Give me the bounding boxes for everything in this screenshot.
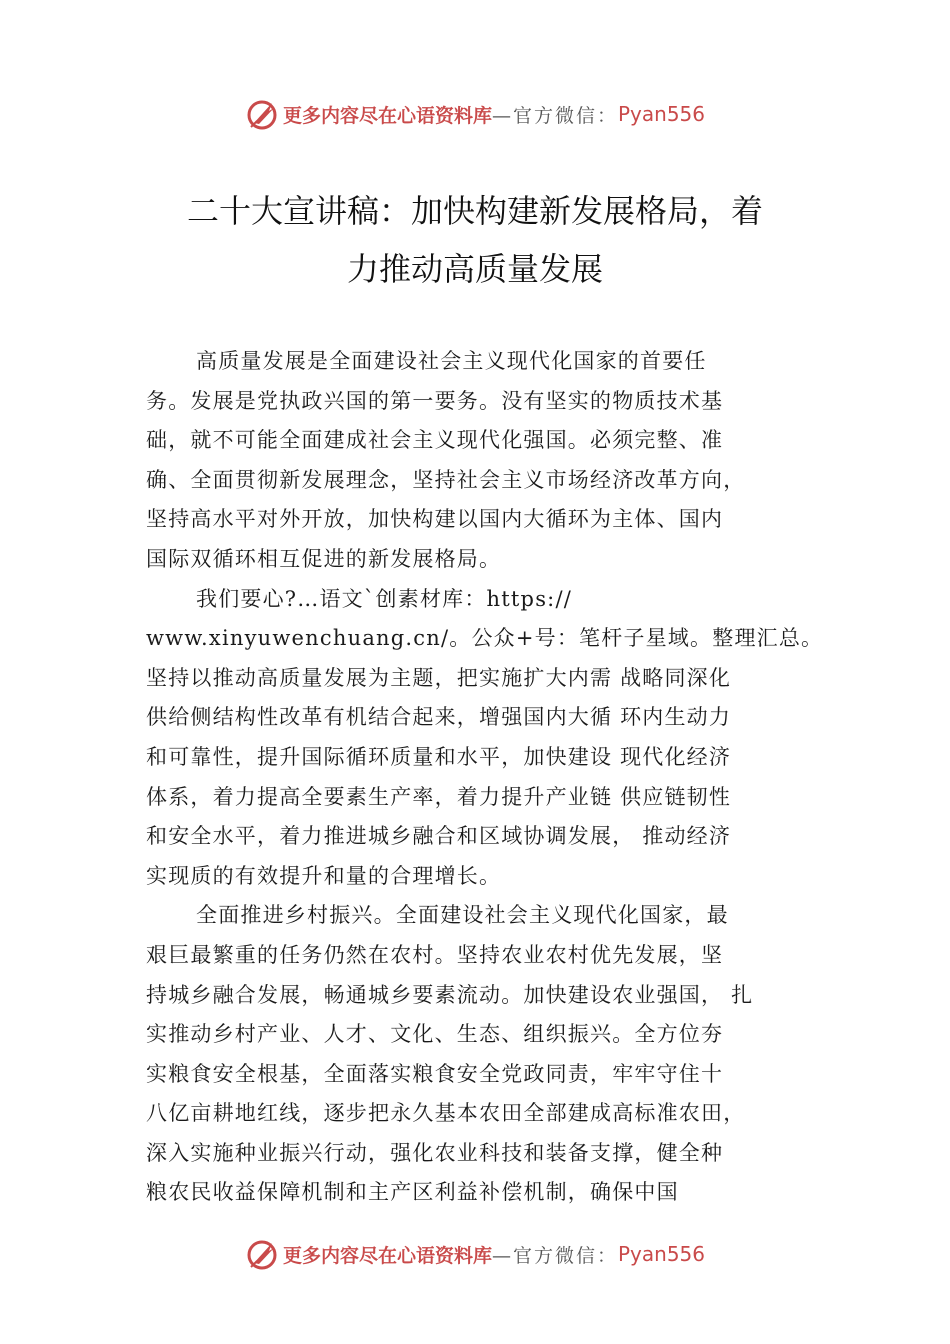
body-line: www.xinyuwenchuang.cn/。公众+号：笔杆子星域。整理汇总。	[146, 626, 824, 651]
body-line: 国际双循环相互促进的新发展格局。	[146, 546, 502, 571]
document-title	[150, 182, 800, 298]
body-line: 深入实施种业振兴行动，强化农业科技和装备支撑，健全种	[146, 1140, 724, 1165]
banner-wechat-label: —官方微信：	[491, 1244, 618, 1267]
body-line: 和可靠性，提升国际循环质量和水平，加快建设 现代化经济	[146, 744, 732, 769]
body-line: 实推动乡村产业、人才、文化、生态、组织振兴。全方位夯	[146, 1022, 724, 1047]
title-line-2: 力推动高质量发展	[346, 250, 603, 288]
body-line: 我们要心?…语文`创素材库：https://	[196, 586, 573, 611]
body-line: 务。发展是党执政兴国的第一要务。没有坚实的物质技术基	[146, 388, 724, 413]
body-line: 八亿亩耕地红线，逐步把永久基本农田全部建成高标准农田，	[146, 1101, 746, 1126]
body-line: 实现质的有效提升和量的合理增长。	[146, 863, 502, 888]
banner-wechat-label: —官方微信：	[491, 104, 618, 127]
body-line: 高质量发展是全面建设社会主义现代化国家的首要任	[196, 349, 707, 373]
body-line: 供给侧结构性改革有机结合起来，增强国内大循 环内生动力	[146, 705, 732, 730]
body-line: 础，就不可能全面建成社会主义现代化强国。必须完整、准	[146, 428, 724, 453]
quill-logo-icon	[245, 97, 279, 131]
banner-title: 更多内容尽在心语资料库	[282, 104, 492, 127]
banner-wechat-id: Pyan556	[618, 1242, 706, 1266]
body-line: 坚持高水平对外开放，加快构建以国内大循环为主体、国内	[146, 507, 724, 532]
banner-wechat-id: Pyan556	[618, 102, 706, 126]
quill-logo-icon	[245, 1237, 279, 1271]
body-line: 体系，着力提高全要素生产率，着力提升产业链 供应链韧性	[146, 784, 732, 809]
body-line: 粮农民收益保障机制和主产区利益补偿机制，确保中国	[146, 1180, 679, 1205]
title-line-1: 二十大宣讲稿：加快构建新发展格局，着	[186, 192, 763, 230]
footer-banner	[0, 1234, 950, 1274]
header-banner	[0, 94, 950, 134]
body-line: 持城乡融合发展，畅通城乡要素流动。加快建设农业强国， 扎	[146, 982, 754, 1007]
body-line: 坚持以推动高质量发展为主题，把实施扩大内需 战略同深化	[146, 665, 732, 690]
body-line: 全面推进乡村振兴。全面建设社会主义现代化国家，最	[196, 903, 729, 928]
document-body	[146, 342, 846, 1213]
body-line: 艰巨最繁重的任务仍然在农村。坚持农业农村优先发展，坚	[146, 942, 724, 967]
body-line: 和安全水平，着力推进城乡融合和区域协调发展， 推动经济	[146, 824, 732, 849]
body-line: 确、全面贯彻新发展理念，坚持社会主义市场经济改革方向，	[146, 467, 746, 492]
banner-title: 更多内容尽在心语资料库	[282, 1244, 492, 1267]
body-line: 实粮食安全根基，全面落实粮食安全党政同责，牢牢守住十	[146, 1061, 724, 1086]
